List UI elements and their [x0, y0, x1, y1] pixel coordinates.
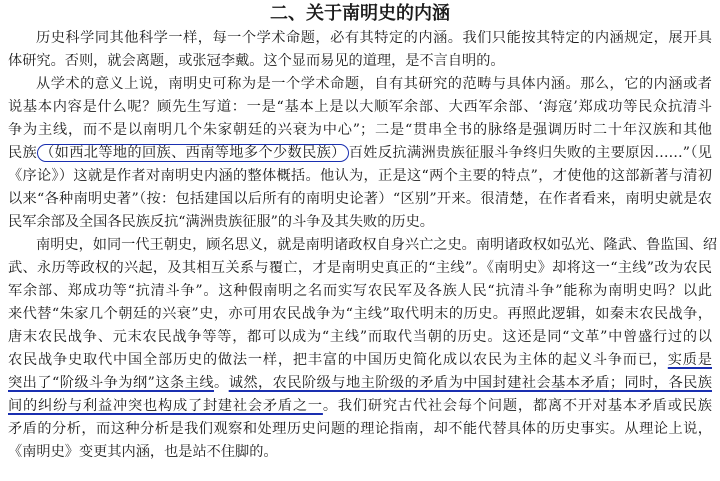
text-segment: 军余部、郑成功等“抗清斗争”。这种假南明之名而实写农民军及各族人民“抗清斗争”能称为南明史吗？以此	[8, 283, 712, 299]
text-segment: 百姓反抗满洲贵族征服斗争终归失败的主要原因……”（见	[348, 145, 712, 161]
text-line	[8, 257, 712, 280]
text-segment: 说基本内容是什么呢？顾先生写道：一是“基本上是以大顺军余部、大西军余部、‘海寇’郑成功等民众抗清斗	[8, 99, 712, 115]
text-segment: 从学术的意义上说，南明史可称为是一个学术命题，自有其研究的范畴与具体内涵。那么，它的内涵或者	[36, 76, 712, 92]
text-segment: 。我们研究古代社会每个问题，都离不开对基本矛盾或民族	[322, 398, 712, 414]
text-line	[8, 73, 712, 96]
text-line	[8, 96, 712, 119]
text-line	[8, 441, 712, 464]
text-line	[8, 211, 712, 234]
text-line	[8, 165, 712, 188]
section-title: 二、关于南明史的内涵	[270, 3, 450, 24]
text-line	[8, 27, 712, 50]
text-line	[8, 50, 712, 73]
circled-phrase: （如西北等地的回族、西南等地多个少数民族）	[37, 144, 349, 162]
underlined-phrase: 诚然，农民阶级与地主阶级的矛盾为中国封建社会基本矛盾	[228, 375, 610, 391]
text-line	[8, 349, 712, 372]
text-line	[8, 234, 718, 257]
text-line	[8, 372, 712, 395]
text-segment: 。	[214, 375, 229, 391]
underlined-phrase: 间的纠纷与利益冲突也构成了封建社会矛盾之一	[8, 398, 323, 414]
text-line	[8, 188, 712, 211]
text-segment: 以来“各种南明史著”（按：包括建国以后所有的南明史论著）“区别”开来。很清楚，在作者看来，南明史就是农	[8, 191, 712, 207]
text-line	[8, 395, 712, 418]
text-line	[8, 326, 712, 349]
text-segment: 民族	[8, 145, 38, 161]
underlined-phrase: 实质是	[667, 352, 712, 368]
text-line	[8, 418, 712, 441]
text-line	[8, 142, 712, 165]
text-segment: 农民战争史取代中国全部历史的做法一样，把丰富的中国历史简化成以农民为主体的起义斗争而已，	[8, 352, 668, 368]
text-segment: 矛盾的分析，而这种分析是我们观察和处理历史问题的理论指南，却不能代替具体的历史事实。从理论上说，	[8, 421, 712, 437]
document-body	[8, 27, 718, 464]
text-line	[8, 119, 712, 142]
underlined-phrase: 突出了“阶级斗争为纲”这条主线	[8, 375, 215, 391]
text-segment: 《序论》）这就是作者对南明史内涵的整体概括。他认为，正是这“两个主要的特点”，才使他的这部新著与清初	[8, 168, 712, 184]
text-line	[8, 280, 712, 303]
text-segment: 体研究。否则，就会离题，或张冠李戴。这个显而易见的道理，是不言自明的。	[8, 53, 505, 69]
text-segment: 民军余部及全国各民族反抗“满洲贵族征服”的斗争及其失败的历史。	[8, 214, 434, 230]
text-segment: 来代替“朱家几个朝廷的兴衰”史，亦可用农民战争为“主线”取代明末的历史。再照此逻辑，如秦末农民战争，	[8, 306, 712, 322]
text-segment: 历史科学同其他科学一样，每一个学术命题，必有其特定的内涵。我们只能按其特定的内涵规定，展开具	[36, 30, 712, 46]
text-segment: 《南明史》变更其内涵，也是站不住脚的。	[8, 444, 278, 460]
text-segment: 南明史，如同一代王朝史，顾名思义，就是南明诸政权自身兴亡之史。南明诸政权如弘光、隆武、鲁监国、绍	[36, 237, 718, 253]
text-segment: 争为主线，而不是以南明几个朱家朝廷的兴衰为中心”；二是“贯串全书的脉络是强调历时二十年汉族和其他	[8, 122, 712, 138]
text-line	[8, 303, 712, 326]
text-segment: 唐末农民战争、元末农民战争等等，都可以成为“主线”而取代当朝的历史。这还是同“文革”中曾盛行过的以	[8, 329, 712, 345]
underlined-phrase: ；同时，各民族	[609, 375, 712, 391]
text-segment: 武、永历等政权的兴起，及其相互关系与覆亡，才是南明史真正的“主线”。《南明史》却将这一“主线”改为农民	[8, 260, 712, 276]
